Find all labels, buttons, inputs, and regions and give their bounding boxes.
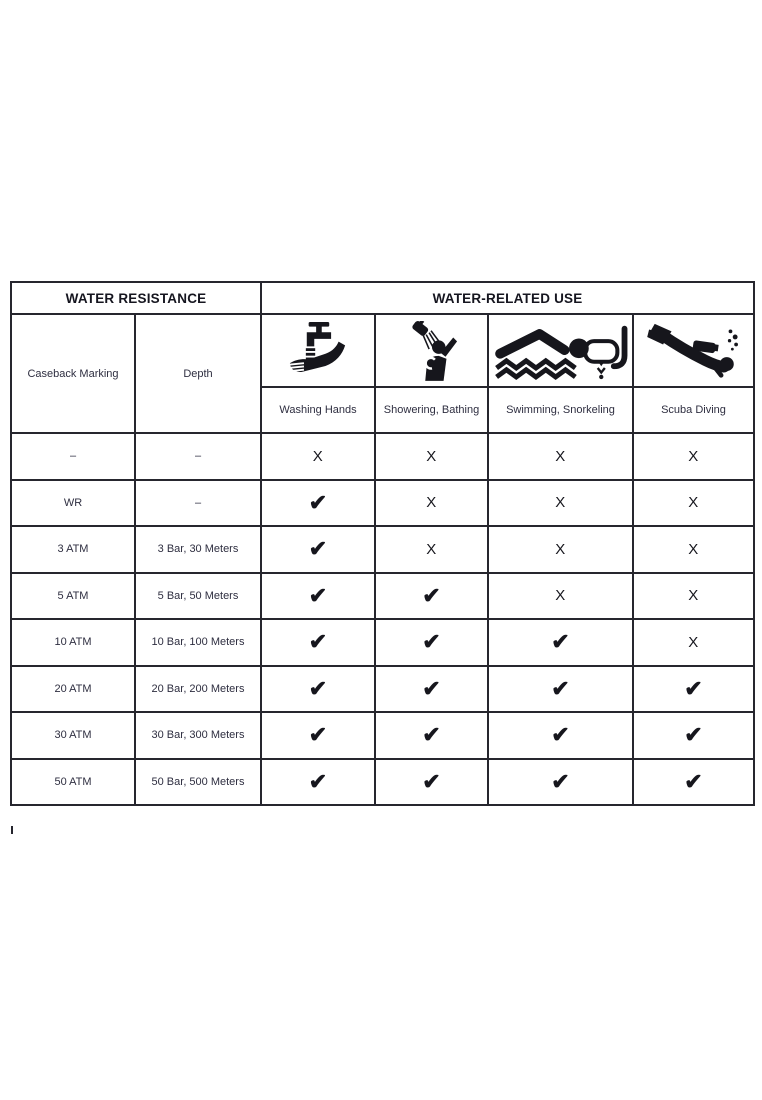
depth-cell: 5 Bar, 50 Meters <box>135 573 261 620</box>
washing-hands-icon <box>262 322 374 380</box>
table-row <box>11 759 754 806</box>
table-row <box>11 712 754 759</box>
depth-cell: 30 Bar, 300 Meters <box>135 712 261 759</box>
water-resistance-header: WATER RESISTANCE <box>11 282 261 314</box>
scuba-diving-icon <box>634 322 753 380</box>
icon-header-row <box>11 314 754 387</box>
water-resistance-table <box>10 281 755 806</box>
table-border-artifact <box>11 826 13 834</box>
depth-column-header: Depth <box>135 314 261 433</box>
depth-cell: – <box>135 480 261 527</box>
caseback-marking-cell: – <box>11 433 135 480</box>
washing-hands-mark: ✔ <box>261 619 375 666</box>
washing-hands-mark: ✔ <box>261 759 375 806</box>
table-row <box>11 526 754 573</box>
washing-hands-mark: X <box>261 433 375 480</box>
scuba-diving-mark: ✔ <box>633 666 754 713</box>
washing-hands-label: Washing Hands <box>261 387 375 433</box>
scuba-diving-mark: X <box>633 619 754 666</box>
showering-bathing-mark: ✔ <box>375 666 488 713</box>
showering-bathing-mark: ✔ <box>375 619 488 666</box>
scuba-diving-mark: ✔ <box>633 712 754 759</box>
swimming-snorkeling-mark: ✔ <box>488 712 633 759</box>
caseback-marking-cell: 50 ATM <box>11 759 135 806</box>
swimming-snorkeling-icon <box>489 321 632 381</box>
group-header-row <box>11 282 754 314</box>
scuba-diving-mark: X <box>633 480 754 527</box>
scuba-diving-mark: ✔ <box>633 759 754 806</box>
depth-cell: – <box>135 433 261 480</box>
swimming-snorkeling-mark: X <box>488 433 633 480</box>
caseback-marking-cell: 5 ATM <box>11 573 135 620</box>
swimming-snorkeling-mark: X <box>488 526 633 573</box>
table-row <box>11 619 754 666</box>
depth-cell: 3 Bar, 30 Meters <box>135 526 261 573</box>
scuba-diving-label: Scuba Diving <box>633 387 754 433</box>
scuba-diving-icon-cell <box>633 314 754 387</box>
showering-bathing-icon <box>376 321 487 381</box>
showering-bathing-mark: X <box>375 480 488 527</box>
caseback-marking-column-header: Caseback Marking <box>11 314 135 433</box>
swimming-snorkeling-label: Swimming, Snorkeling <box>488 387 633 433</box>
depth-cell: 10 Bar, 100 Meters <box>135 619 261 666</box>
depth-cell: 50 Bar, 500 Meters <box>135 759 261 806</box>
showering-bathing-mark: ✔ <box>375 712 488 759</box>
washing-hands-mark: ✔ <box>261 573 375 620</box>
washing-hands-mark: ✔ <box>261 526 375 573</box>
swimming-snorkeling-mark: ✔ <box>488 759 633 806</box>
scuba-diving-mark: X <box>633 573 754 620</box>
showering-bathing-mark: ✔ <box>375 759 488 806</box>
depth-cell: 20 Bar, 200 Meters <box>135 666 261 713</box>
scuba-diving-mark: X <box>633 526 754 573</box>
showering-bathing-icon-cell <box>375 314 488 387</box>
caseback-marking-cell: 20 ATM <box>11 666 135 713</box>
water-resistance-chart <box>10 281 755 806</box>
table-row <box>11 433 754 480</box>
scuba-diving-mark: X <box>633 433 754 480</box>
table-row <box>11 666 754 713</box>
showering-bathing-label: Showering, Bathing <box>375 387 488 433</box>
washing-hands-mark: ✔ <box>261 480 375 527</box>
swimming-snorkeling-mark: ✔ <box>488 666 633 713</box>
caseback-marking-cell: 30 ATM <box>11 712 135 759</box>
swimming-snorkeling-mark: X <box>488 480 633 527</box>
water-related-use-header: WATER-RELATED USE <box>261 282 754 314</box>
showering-bathing-mark: X <box>375 433 488 480</box>
washing-hands-mark: ✔ <box>261 712 375 759</box>
caseback-marking-cell: 10 ATM <box>11 619 135 666</box>
caseback-marking-cell: WR <box>11 480 135 527</box>
washing-hands-icon-cell <box>261 314 375 387</box>
washing-hands-mark: ✔ <box>261 666 375 713</box>
showering-bathing-mark: X <box>375 526 488 573</box>
swimming-snorkeling-mark: X <box>488 573 633 620</box>
table-row <box>11 573 754 620</box>
table-row <box>11 480 754 527</box>
showering-bathing-mark: ✔ <box>375 573 488 620</box>
swimming-snorkeling-mark: ✔ <box>488 619 633 666</box>
caseback-marking-cell: 3 ATM <box>11 526 135 573</box>
swimming-snorkeling-icon-cell <box>488 314 633 387</box>
